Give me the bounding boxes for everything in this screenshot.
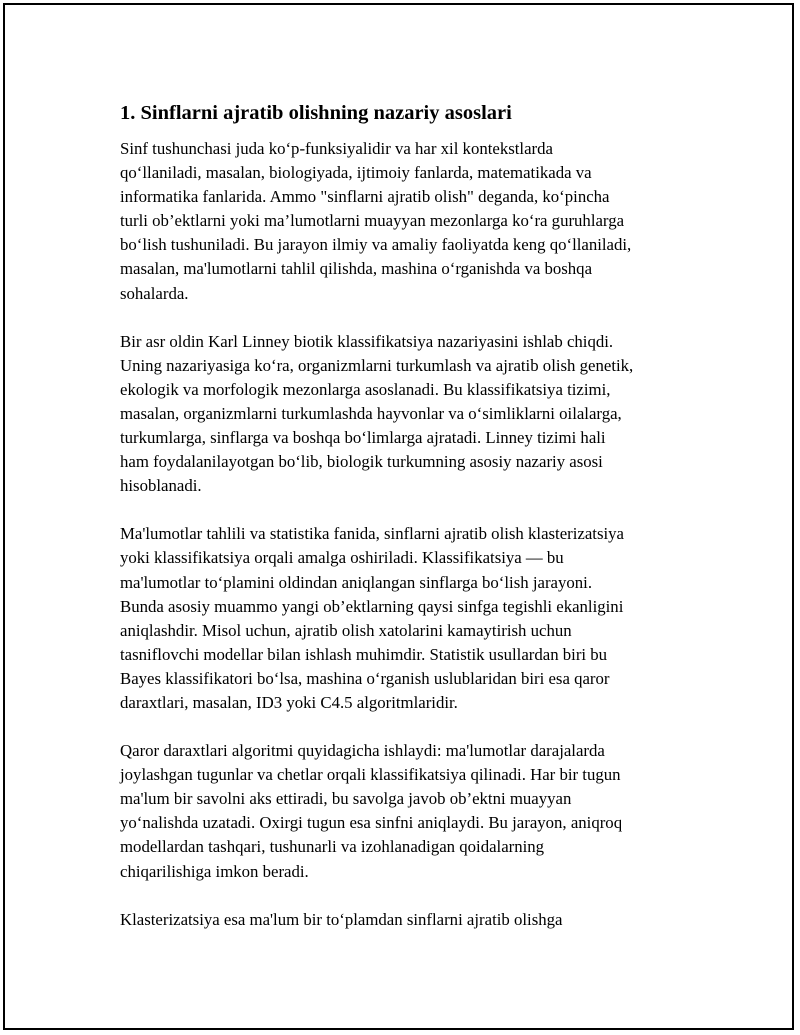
text-line: Uning nazariyasiga ko‘ra, organizmlarni turkumlash va ajratib olish genetik, [120, 355, 634, 375]
text-line: Klasterizatsiya esa ma'lum bir to‘plamdan sinflarni ajratib olishga [120, 909, 563, 929]
document-body [120, 101, 705, 956]
text-line: sohalarda. [120, 283, 189, 303]
text-line: ekologik va morfologik mezonlarga asoslanadi. Bu klassifikatsiya tizimi, [120, 379, 611, 399]
text-line: modellardan tashqari, tushunarli va izohlanadigan qoidalarning [120, 837, 545, 857]
paragraph [120, 908, 705, 932]
text-line: yo‘nalishda uzatadi. Oxirgi tugun esa sinfni aniqlaydi. Bu jarayon, aniqroq [120, 813, 623, 833]
text-line: Sinf tushunchasi juda ko‘p-funksiyalidir va har xil kontekstlarda [120, 139, 553, 158]
section-heading: 1. Sinflarni ajratib olishning nazariy asoslari [120, 102, 512, 124]
text-line: qo‘llaniladi, masalan, biologiyada, ijtimoiy fanlarda, matematikada va [120, 163, 592, 183]
text-line: masalan, organizmlarni turkumlashda hayvonlar va o‘simliklarni oilalarga, [120, 403, 622, 423]
text-line: daraxtlari, masalan, ID3 yoki C4.5 algoritmlaridir. [120, 692, 458, 712]
text-line: turli ob’ektlarni yoki ma’lumotlarni muayyan mezonlarga ko‘ra guruhlarga [120, 211, 625, 231]
text-line: chiqarilishiga imkon beradi. [120, 861, 309, 881]
text-line: joylashgan tugunlar va chetlar orqali klassifikatsiya qilinadi. Har bir tugun [120, 765, 621, 785]
document-page [3, 3, 794, 1030]
text-line: bo‘lish tushuniladi. Bu jarayon ilmiy va amaliy faoliyatda keng qo‘llaniladi, [120, 235, 632, 255]
text-line: tasniflovchi modellar bilan ishlash muhimdir. Statistik usullardan biri bu [120, 644, 608, 664]
text-line: ham foydalanilayotgan bo‘lib, biologik turkumning asosiy nazariy asosi [120, 452, 603, 472]
text-line: turkumlarga, sinflarga va boshqa bo‘limlarga ajratadi. Linney tizimi hali [120, 428, 606, 448]
text-line: ma'lumotlar to‘plamini oldindan aniqlangan sinflarga bo‘lish jarayoni. [120, 572, 593, 592]
text-line: Bayes klassifikatori bo‘lsa, mashina o‘rganish uslublaridan biri esa qaror [120, 668, 610, 688]
text-line: informatika fanlarida. Ammo "sinflarni ajratib olish" deganda, ko‘pincha [120, 187, 610, 207]
text-line: yoki klassifikatsiya orqali amalga oshiriladi. Klassifikatsiya — bu [120, 548, 564, 568]
text-line: masalan, ma'lumotlarni tahlil qilishda, mashina o‘rganishda va boshqa [120, 259, 593, 279]
text-line: Bunda asosiy muammo yangi ob’ektlarning qaysi sinfga tegishli ekanligini [120, 596, 624, 616]
paragraph-list [120, 137, 705, 932]
paragraph [120, 522, 705, 715]
paragraph [120, 330, 705, 499]
text-line: Bir asr oldin Karl Linney biotik klassifikatsiya nazariyasini ishlab chiqdi. [120, 331, 614, 351]
text-line: hisoblanadi. [120, 476, 202, 496]
text-line: ma'lum bir savolni aks ettiradi, bu savolga javob ob’ektni muayyan [120, 789, 572, 809]
paragraph [120, 739, 705, 884]
text-line: Ma'lumotlar tahlili va statistika fanida, sinflarni ajratib olish klasterizatsiya [120, 524, 624, 544]
text-line: Qaror daraxtlari algoritmi quyidagicha ishlaydi: ma'lumotlar darajalarda [120, 741, 605, 761]
paragraph [120, 137, 705, 306]
text-line: aniqlashdir. Misol uchun, ajratib olish xatolarini kamaytirish uchun [120, 620, 572, 640]
